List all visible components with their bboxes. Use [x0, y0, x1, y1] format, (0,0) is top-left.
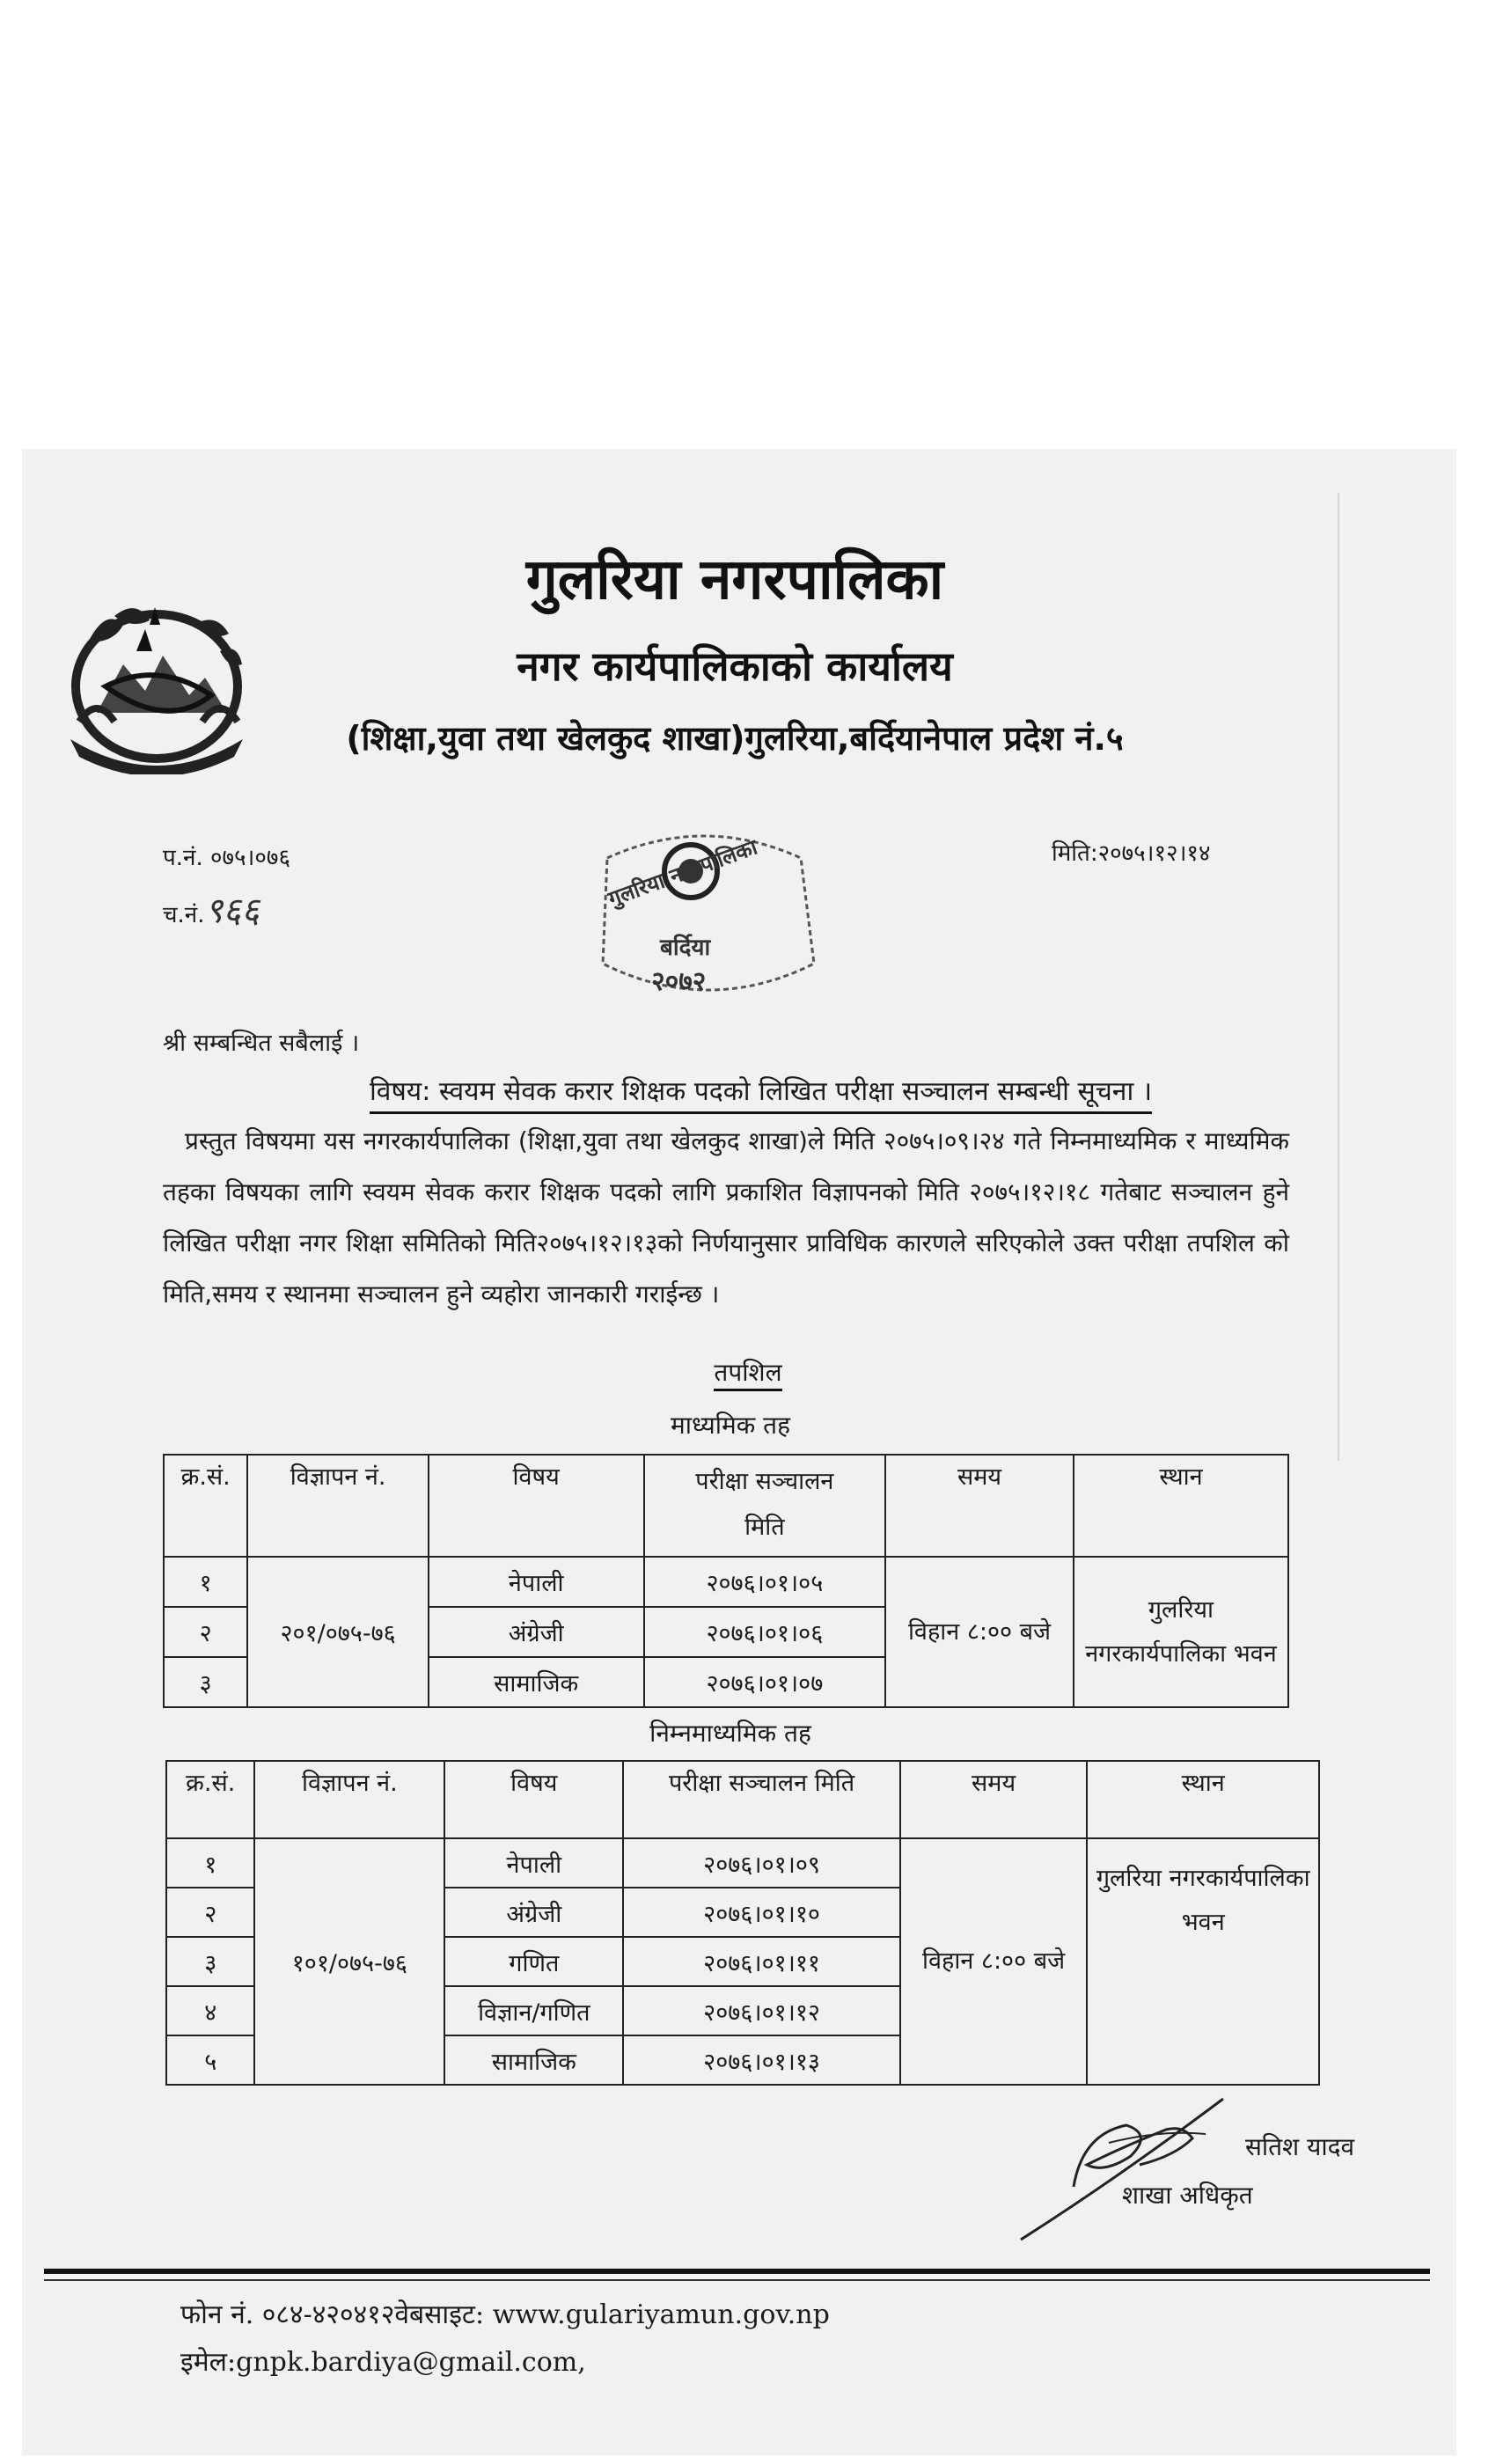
cell-venue: गुलरिया नगरकार्यपालिका भवन	[1074, 1557, 1288, 1707]
secondary-exam-table	[163, 1454, 1289, 1708]
dispatch-label: च.नं.	[163, 902, 205, 928]
stamp-line-2: बर्दिया	[660, 935, 711, 961]
col-header-ad-no: विज्ञापन नं.	[247, 1455, 428, 1557]
table-row	[166, 1838, 1319, 1888]
col-header-sn: क्र.सं.	[164, 1455, 247, 1557]
office-title: नगर कार्यपालिकाको कार्यालय	[517, 642, 953, 690]
cell-subject: नेपाली	[444, 1838, 623, 1888]
cell-exam-date: २०७६।०१।११	[623, 1937, 899, 1986]
cell-exam-date: २०७६।०१।०९	[623, 1838, 899, 1888]
cell-exam-date: २०७६।०१।०६	[644, 1607, 886, 1657]
secondary-level-caption: माध्यमिक तह	[671, 1411, 790, 1440]
office-stamp	[585, 823, 823, 1012]
dispatch-number	[163, 884, 260, 933]
cell-sn: ५	[166, 2035, 254, 2085]
notice-body: प्रस्तुत विषयमा यस नगरकार्यपालिका (शिक्षा,युवा तथा खेलकुद शाखा)ले मिति २०७५।०९।२४ गते निम्नमाध्यमिक र माध्यमिक तहका विषयका लागि स्वयम सेवक करार शिक्षक पदको लागि प्रकाशित विज्ञापनको मिति २०७५।१२।१८ गतेबाट सञ्चालन हुने लिखित परीक्षा नगर शिक्षा समितिको मिति२०७५।१२।१३को निर्णयानुसार प्राविधिक कारणले सरिएकोले उक्त परीक्षा तपशिल को मिति,समय र स्थानमा सञ्चालन हुने व्यहोरा जानकारी गराईन्छ ।	[163, 1126, 1289, 1309]
cell-exam-date: २०७६।०१।१०	[623, 1888, 899, 1937]
lower-secondary-level-caption: निम्नमाध्यमिक तह	[649, 1719, 811, 1748]
col-header-venue: स्थान	[1074, 1455, 1288, 1557]
footer-email: इमेल:gnpk.bardiya@gmail.com,	[180, 2347, 586, 2378]
cell-sn: ४	[166, 1986, 254, 2035]
col-header-subject: विषय	[444, 1761, 623, 1838]
cell-exam-date: २०७६।०१।०५	[644, 1557, 886, 1607]
col-header-sn: क्र.सं.	[166, 1761, 254, 1838]
cell-sn: १	[166, 1838, 254, 1888]
cell-sn: २	[164, 1607, 247, 1657]
cell-ad-no: २०१/०७५-७६	[247, 1557, 428, 1707]
col-header-time: समय	[900, 1761, 1088, 1838]
col-header-exam-date	[644, 1455, 886, 1557]
footer-divider-thick	[44, 2269, 1430, 2274]
municipality-title: गुलरिया नगरपालिका	[525, 547, 944, 612]
cell-exam-date: २०७६।०१।१२	[623, 1986, 899, 2035]
stamp-line-3: २०७२	[651, 966, 707, 997]
col-header-exam-date-line1: परीक्षा सञ्चालन	[695, 1468, 834, 1495]
table-header-row	[166, 1761, 1319, 1838]
col-header-subject: विषय	[429, 1455, 644, 1557]
col-header-time: समय	[885, 1455, 1074, 1557]
cell-venue: गुलरिया नगरकार्यपालिका भवन	[1087, 1838, 1319, 2085]
footer-divider-thin	[44, 2279, 1430, 2281]
cell-exam-date: २०७६।०१।०७	[644, 1657, 886, 1707]
cell-subject: नेपाली	[429, 1557, 644, 1607]
subject-line: विषय: स्वयम सेवक करार शिक्षक पदको लिखित परीक्षा सञ्चालन सम्बन्धी सूचना ।	[370, 1072, 1152, 1114]
col-header-ad-no: विज्ञापन नं.	[254, 1761, 444, 1838]
cell-subject: गणित	[444, 1937, 623, 1986]
col-header-exam-date-line2: मिति	[744, 1514, 785, 1541]
col-header-venue: स्थान	[1087, 1761, 1319, 1838]
cell-subject: विज्ञान/गणित	[444, 1986, 623, 2035]
scan-fold-line	[1338, 493, 1339, 1461]
stamp-line-1: गुलरिया नगरपालिका	[605, 834, 761, 912]
table-row	[164, 1557, 1288, 1607]
cell-subject: सामाजिक	[444, 2035, 623, 2085]
lower-secondary-exam-table	[165, 1760, 1320, 2086]
cell-ad-no: १०१/०७५-७६	[254, 1838, 444, 2085]
cell-time: विहान ८:०० बजे	[885, 1557, 1074, 1707]
schedule-heading-text: तपशिल	[714, 1358, 781, 1391]
table-header-row	[164, 1455, 1288, 1557]
cell-sn: २	[166, 1888, 254, 1937]
cell-subject: सामाजिक	[429, 1657, 644, 1707]
branch-address: (शिक्षा,युवा तथा खेलकुद शाखा)गुलरिया,बर्दियानेपाल प्रदेश नं.५	[346, 719, 1124, 758]
footer-phone-website: फोन नं. ०८४-४२०४१२वेबसाइट: www.gulariyamun.gov.np	[180, 2299, 830, 2330]
cell-sn: ३	[164, 1657, 247, 1707]
signatory-title: शाखा अधिकृत	[1122, 2181, 1253, 2210]
signatory-name: सतिश यादव	[1245, 2132, 1355, 2161]
letter-date: मिति:२०७५।१२।१४	[1052, 840, 1211, 867]
cell-sn: ३	[166, 1937, 254, 1986]
nepal-government-emblem-icon	[53, 590, 264, 774]
cell-sn: १	[164, 1557, 247, 1607]
cell-exam-date: २०७६।०१।१३	[623, 2035, 899, 2085]
dispatch-number-handwritten: ९६६	[204, 891, 260, 931]
cell-time: विहान ८:०० बजे	[900, 1838, 1088, 2085]
cell-subject: अंग्रेजी	[444, 1888, 623, 1937]
col-header-exam-date: परीक्षा सञ्चालन मिति	[623, 1761, 899, 1838]
letter-reference-number: प.नं. ०७५।०७६	[163, 845, 290, 871]
salutation: श्री सम्बन्धित सबैलाई ।	[163, 1030, 360, 1057]
schedule-heading	[0, 1355, 1496, 1389]
cell-subject: अंग्रेजी	[429, 1607, 644, 1657]
